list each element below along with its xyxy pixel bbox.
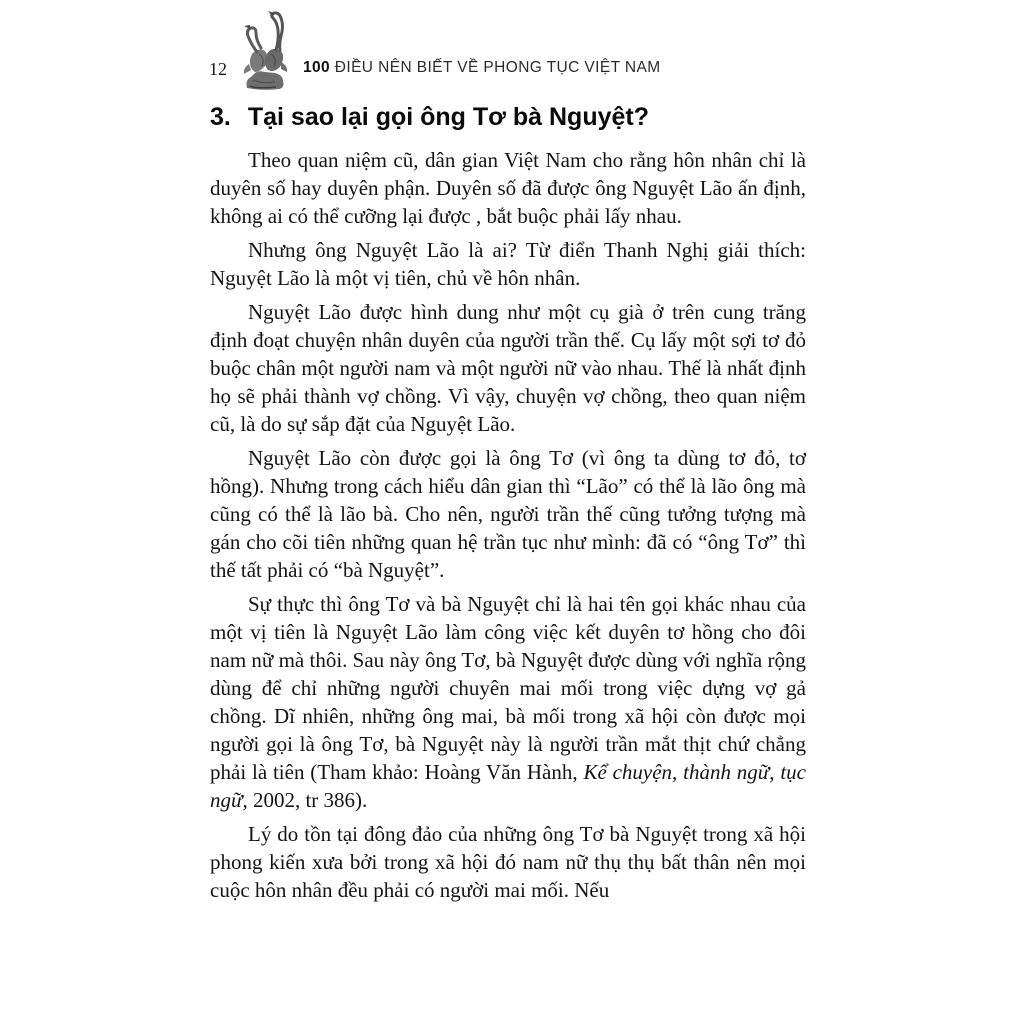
book-title [303,59,661,82]
paragraph-text: Nhưng ông Nguyệt Lão là ai? Từ điển Thanh Nghị giải thích: Nguyệt Lão là một vị tiên, chủ về hôn nhân. [210,238,806,290]
section-title: Tại sao lại gọi ông Tơ bà Nguyệt? [247,103,649,131]
book-title-text: ĐIỀU NÊN BIẾT VỀ PHONG TỤC VIỆT NAM [330,59,661,76]
article-body [210,146,806,910]
paragraph-text: Theo quan niệm cũ, dân gian Việt Nam cho rằng hôn nhân chỉ là duyên số hay duyên phận. Duyên số đã được ông Nguyệt Lão ấn định, không ai có thể cưỡng lại được , bắt buộc phải lấy nhau. [210,148,806,228]
section-heading [210,103,806,132]
citation-title: Kể chuyện, thành ngữ, tục ngữ, [210,760,807,812]
paragraph-text: 2002, tr 386). [247,788,368,812]
paragraph-text: Lý do tồn tại đông đảo của những ông Tơ bà Nguyệt trong xã hội phong kiến xưa bởi trong xã hội đó nam nữ thụ thụ bất thân nên mọi cuộc hôn nhân đều phải có người mai mối. Nếu [210,822,806,902]
paragraph [210,444,806,584]
section-number: 3. [210,103,231,131]
paragraph-text: Sự thực thì ông Tơ và bà Nguyệt chỉ là hai tên gọi khác nhau của một vị tiên là Nguyệt Lão làm công việc kết duyên tơ hồng cho đôi nam nữ mà thôi. Sau này ông Tơ, bà Nguyệt được dùng với nghĩa rộng dùng để chỉ những người chuyên mai mối trong việc dựng vợ gả chồng. Dĩ nhiên, những ông mai, bà mối trong xã hội còn được mọi người gọi là ông Tơ, bà Nguyệt này là người trần mắt thịt chứ chẳng phải là tiên (Tham khảo: Hoàng Văn Hành, [210,592,806,784]
paragraph-text: Nguyệt Lão còn được gọi là ông Tơ (vì ông ta dùng tơ đỏ, tơ hồng). Nhưng trong cách hiểu dân gian thì “Lão” có thể là lão ông mà cũng có thể là lão bà. Cho nên, người trần thế cũng tưởng tượng mà gán cho cõi tiên những quan hệ trần tục như mình: đã có “ông Tơ” thì thế tất phải có “bà Nguyệt”. [210,446,806,582]
paragraph [210,820,806,904]
paragraph [210,236,806,292]
paragraph [210,298,806,438]
paragraph [210,590,806,814]
paragraph-text: Nguyệt Lão được hình dung như một cụ già ở trên cung trăng định đoạt chuyện nhân duyên của người trần thế. Cụ lấy một sợi tơ đỏ buộc chân một người nam và một người nữ vào nhau. Thế là nhất định họ sẽ phải thành vợ chồng. Vì vậy, chuyện vợ chồng, theo quan niệm cũ, là do sự sắp đặt của Nguyệt Lão. [210,300,806,436]
crane-statue-icon [235,10,293,90]
paragraph [210,146,806,230]
book-title-number: 100 [303,59,331,76]
page-number: 12 [209,59,227,79]
running-header [209,10,661,82]
